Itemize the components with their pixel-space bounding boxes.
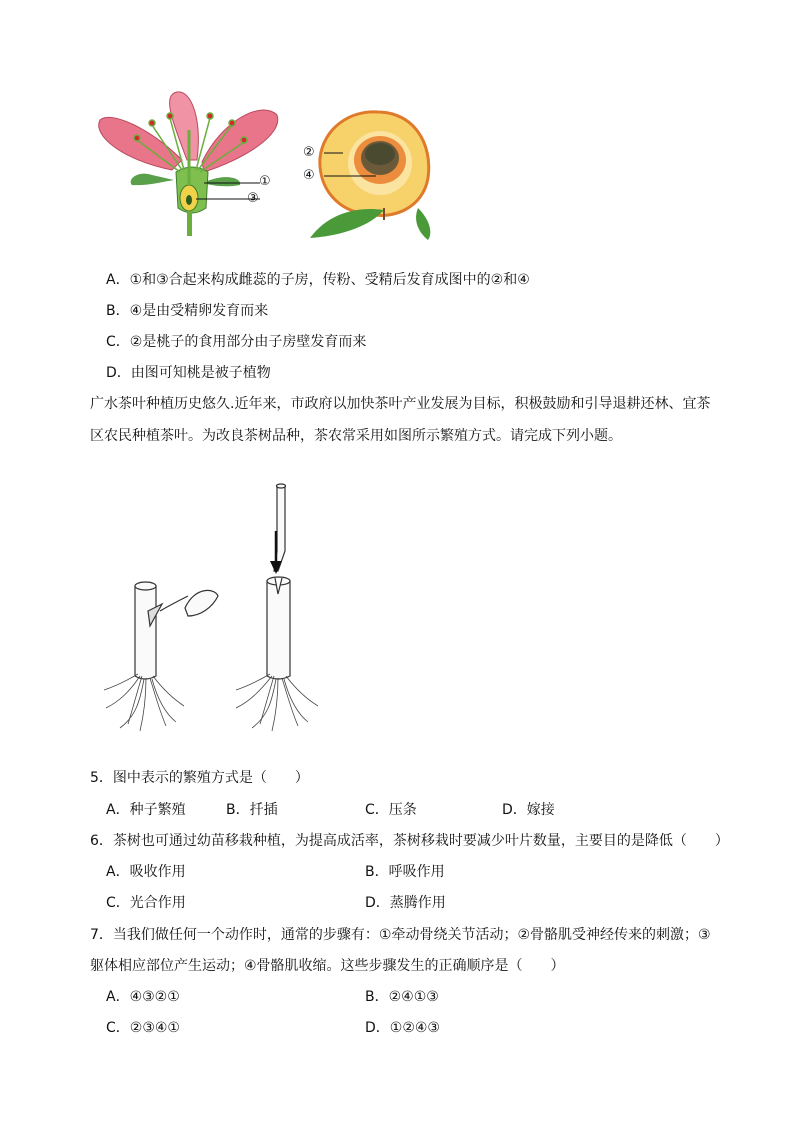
q7-stem-line-1: 7．当我们做任何一个动作时，通常的步骤有：①牵动骨绕关节活动；②骨骼肌受神经传来的刺激；③ [90,927,711,943]
q4-option-c: C．②是桃子的食用部分由子房壁发育而来 [106,334,367,350]
q5-option-d: D．嫁接 [502,802,555,818]
q7-stem-line-2: 躯体相应部位产生运动；④骨骼肌收缩。这些步骤发生的正确顺序是（ ） [90,958,565,974]
q6-stem: 6．茶树也可通过幼苗移栽种植，为提高成活率，茶树移栽时要减少叶片数量，主要目的是降低（ ） [90,833,729,849]
label-4: ④ [303,168,315,183]
q6-option-c: C．光合作用 [106,895,186,911]
q7-option-d: D．①②④③ [365,1020,440,1036]
grafting-diagram [100,476,340,736]
q7-option-c: C．②③④① [106,1020,180,1036]
q4-option-b: B．④是由受精卵发育而来 [106,303,269,319]
q6-option-d: D．蒸腾作用 [365,895,446,911]
q5-option-b: B．扦插 [226,802,278,818]
flower-diagram [92,90,282,238]
q7-option-a: A．④③②① [106,989,180,1005]
intro-line-1: 广水茶叶种植历史悠久.近年来，市政府以加快茶叶产业发展为目标，积极鼓励和引导退耕还林、宜茶 [90,396,711,412]
q5-stem: 5．图中表示的繁殖方式是（ ） [90,770,309,786]
label-1: ① [259,174,271,189]
q5-option-c: C．压条 [365,802,417,818]
label-3: ③ [247,191,259,206]
q7-option-b: B．②④①③ [365,989,439,1005]
q4-option-d: D．由图可知桃是被子植物 [106,365,271,381]
q5-option-a: A．种子繁殖 [106,802,186,818]
q4-option-a: A．①和③合起来构成雌蕊的子房，传粉、受精后发育成图中的②和④ [106,272,530,288]
label-2: ② [303,145,315,160]
intro-line-2: 区农民种植茶叶。为改良茶树品种，茶农常采用如图所示繁殖方式。请完成下列小题。 [90,428,622,444]
peach-diagram [298,108,438,243]
q6-option-b: B．呼吸作用 [365,864,445,880]
q6-option-a: A．吸收作用 [106,864,186,880]
